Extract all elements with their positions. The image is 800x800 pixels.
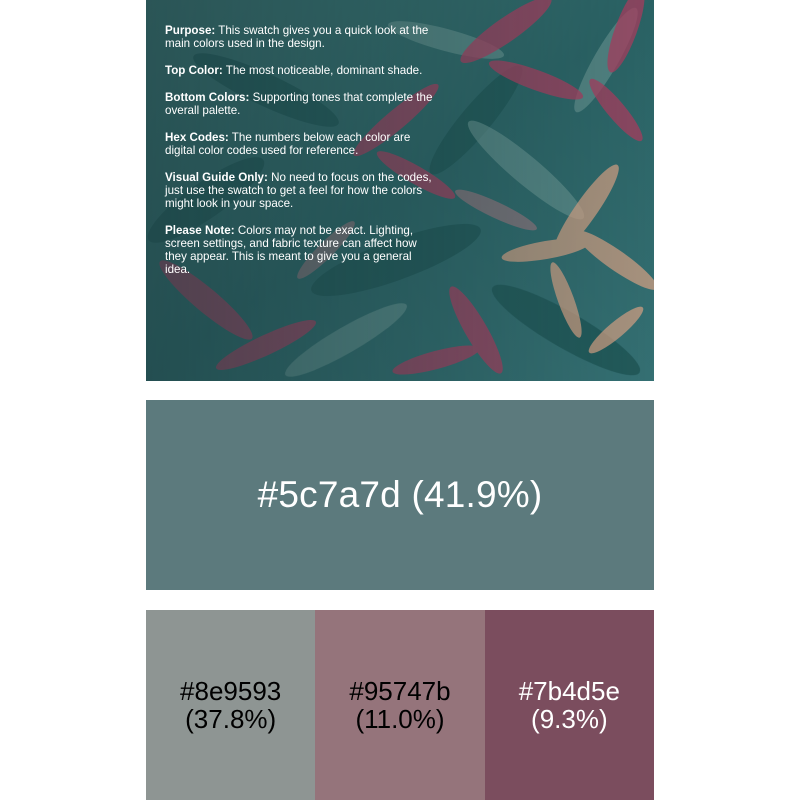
note-hex-codes [165, 131, 435, 157]
supporting-colors-row [146, 610, 654, 800]
swatch-percent: (9.3%) [531, 704, 608, 734]
swatch-percent: (11.0%) [355, 704, 445, 734]
swatch-notes [165, 24, 435, 290]
note-purpose [165, 24, 435, 50]
note-visual-guide [165, 171, 435, 210]
note-text: The most noticeable, dominant shade. [222, 64, 423, 77]
note-label: Top Color: [165, 64, 223, 77]
supporting-color-swatch [485, 610, 654, 800]
dominant-color-swatch [146, 400, 654, 590]
note-bottom-colors [165, 91, 435, 117]
supporting-color-swatch [146, 610, 315, 800]
swatch-hex: #95747b [349, 676, 451, 706]
note-text: No need to focus on the codes, just use the swatch to get a feel for how the colors might look in your space. [165, 171, 432, 210]
swatch-hex: #8e9593 [180, 676, 282, 706]
note-top-color [165, 64, 435, 77]
note-label: Hex Codes: [165, 131, 229, 144]
fabric-pattern-image [146, 0, 654, 381]
dominant-color-label: #5c7a7d (41.9%) [257, 474, 543, 515]
note-please-note [165, 224, 435, 276]
note-text: Supporting tones that complete the overall palette. [165, 91, 433, 117]
note-label: Visual Guide Only: [165, 171, 268, 184]
note-label: Please Note: [165, 224, 235, 237]
supporting-color-swatch [315, 610, 484, 800]
note-text: The numbers below each color are digital color codes used for reference. [165, 131, 411, 157]
note-label: Bottom Colors: [165, 91, 250, 104]
note-label: Purpose: [165, 24, 216, 37]
note-text: Colors may not be exact. Lighting, screen settings, and fabric texture can affect how they appear. This is meant to give you a general idea. [165, 224, 417, 276]
swatch-percent: (37.8%) [185, 704, 277, 734]
note-text: This swatch gives you a quick look at the main colors used in the design. [165, 24, 429, 50]
swatch-hex: #7b4d5e [518, 676, 620, 706]
